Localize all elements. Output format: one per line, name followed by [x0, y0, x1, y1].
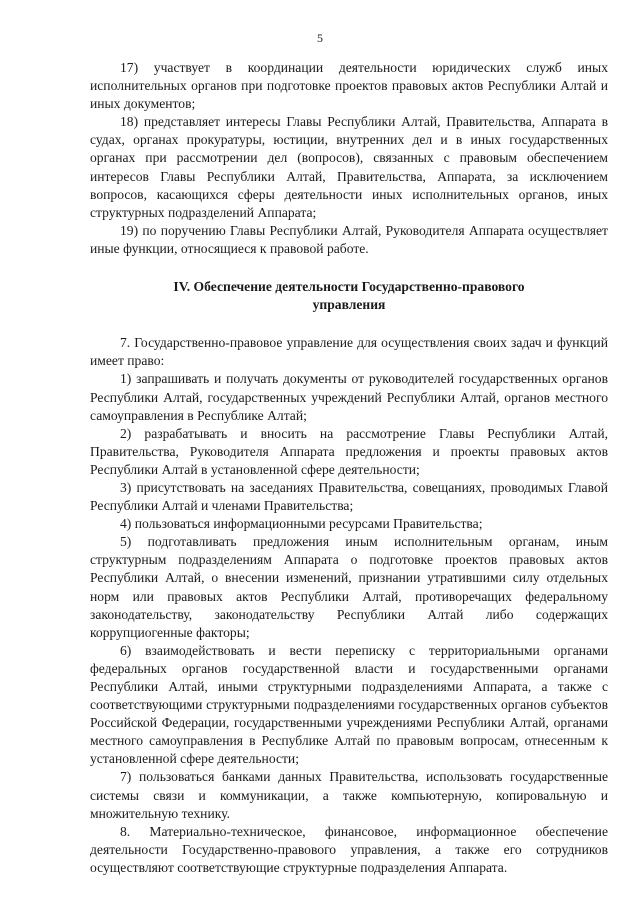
paragraph-right-5: 5) подготавливать предложения иным исполнительным органам, иным структурным подразделениям Аппарата о подготовке проектов правовых актов Республики Алтай, о внесении изменений, признании утратившими силу отдельных норм или правовых актов Республики Алтай, противоречащих федеральному законодательству, законодательству Республики Алтай либо содержащих коррупциогенные факторы; — [90, 534, 608, 640]
paragraph-item-18: 18) представляет интересы Главы Республики Алтай, Правительства, Аппарата в судах, органах прокуратуры, юстиции, внутренних дел и в иных государственных органах при рассмотрении дел (вопросов), связанных с правовым обеспечением интересов Главы Республики Алтай, Правительства, Аппарата, за исключением вопросов, касающихся сферы деятельности иных исполнительных органов, иных структурных подразделений Аппарата; — [90, 114, 608, 220]
page-number: 5 — [317, 31, 323, 45]
paragraph-item-17: 17) участвует в координации деятельности юридических служб иных исполнительных органов при подготовке проектов правовых актов Республики Алтай и иных документов; — [90, 60, 608, 112]
document-body — [90, 59, 608, 877]
section-heading-line2: управления — [312, 297, 386, 313]
paragraph-item-19: 19) по поручению Главы Республики Алтай, Руководителя Аппарата осуществляет иные функции, относящиеся к правовой работе. — [90, 222, 608, 256]
paragraph-right-4: 4) пользоваться информационными ресурсами Правительства; — [120, 516, 483, 532]
paragraph-right-1: 1) запрашивать и получать документы от руководителей государственных органов Республики Алтай, государственных учреждений Республики Алтай, органов местного самоуправления в Республике Алтай; — [90, 371, 608, 423]
paragraph-right-7: 7) пользоваться банками данных Правительства, использовать государственные системы связи и коммуникации, а также компьютерную, копировальную и множительную технику. — [90, 769, 608, 821]
paragraph-right-3: 3) присутствовать на заседаниях Правительства, совещаниях, проводимых Главой Республики Алтай и членами Правительства; — [90, 479, 608, 514]
section-heading — [90, 278, 608, 314]
section-heading-line1: IV. Обеспечение деятельности Государственно-правового — [173, 279, 525, 295]
paragraph-right-6: 6) взаимодействовать и вести переписку с территориальными органами федеральных органов государственной власти и государственными органами Республики Алтай, иными структурными подразделениями Аппарата, а также с соответствующими структурными подразделениями государственных органов субъектов Российской Федерации, государственными учреждениями Республики Алтай, органами местного самоуправления в Республике Алтай по правовым вопросам, отнесенным к установленной сфере деятельности; — [90, 642, 608, 767]
paragraph-clause-8: 8. Материально-техническое, финансовое, информационное обеспечение деятельности Государственно-правового управления, а также его сотрудников осуществляют соответствующие структурные подразделения Аппарата. — [90, 823, 608, 875]
paragraph-right-2: 2) разрабатывать и вносить на рассмотрение Главы Республики Алтай, Правительства, Руководителя Аппарата предложения и проекты правовых актов Республики Алтай в установленной сфере деятельности; — [90, 425, 608, 477]
paragraph-clause-7: 7. Государственно-правовое управление для осуществления своих задач и функций имеет право: — [90, 335, 608, 369]
